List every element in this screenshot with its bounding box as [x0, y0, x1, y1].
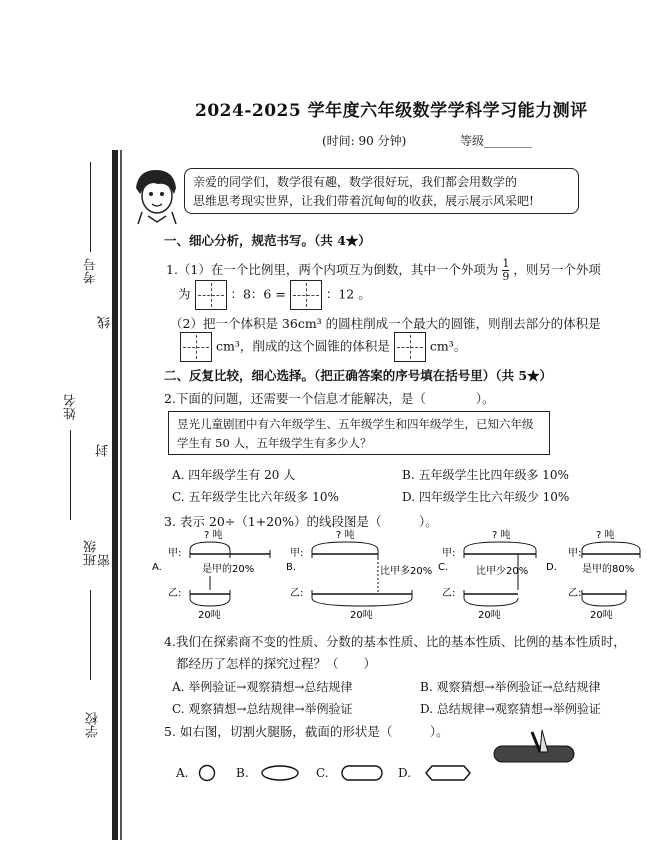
binding-line: [112, 150, 118, 840]
q4-line-2: 都经历了怎样的探究过程？（ ）: [176, 656, 377, 671]
side-fill-line: [90, 590, 91, 680]
section-2-heading: 二、反复比较，细心选择。（把正确答案的序号填在括号里）（共 5★）: [164, 368, 553, 383]
svg-text:乙:: 乙:: [290, 588, 304, 599]
svg-text:D.: D.: [546, 562, 557, 573]
section-1-heading: 一、细心分析，规范书写。（共 4★）: [164, 233, 371, 248]
svg-text:20吨: 20吨: [590, 610, 613, 621]
q5-option-d[interactable]: D.: [398, 766, 412, 780]
exam-title: 2024-2025 学年度六年级数学学科学习能力测评: [195, 101, 588, 121]
svg-text:? 吨: ? 吨: [492, 530, 511, 541]
svg-text:比甲多20%: 比甲多20%: [380, 566, 433, 577]
binding-line-thin: [120, 150, 122, 840]
ellipse-shape-icon: [260, 764, 300, 782]
q4-line-1: 4.我们在探索商不变的性质、分数的基本性质、比的基本性质、比例的基本性质时，: [164, 634, 626, 649]
svg-text:乙:: 乙:: [442, 588, 456, 599]
side-label-xuexiao: 学校: [86, 712, 101, 738]
svg-text:20吨: 20吨: [478, 610, 501, 621]
q5-option-c[interactable]: C.: [316, 766, 329, 780]
q1-line-1: 1.（1）在一个比例里，两个内项互为倒数，其中一个外项为 $\frac{1}{9}$ ，则另一个外项: [166, 257, 601, 283]
answer-box[interactable]: [394, 332, 426, 362]
intro-line-2: 思维思考现实世界，让我们带着沉甸甸的收获，展示展示风采吧!: [193, 194, 534, 208]
q3-option-a[interactable]: [152, 528, 270, 621]
svg-text:甲:: 甲:: [168, 548, 182, 559]
answer-box[interactable]: [195, 280, 227, 310]
sausage-knife-icon: [488, 722, 580, 770]
q5-option-a[interactable]: A.: [176, 766, 189, 780]
q2-option-a[interactable]: A. 四年级学生有 20 人: [172, 468, 296, 482]
side-fill-line: [90, 162, 91, 252]
svg-text:甲:: 甲:: [568, 548, 582, 559]
q2-option-b[interactable]: B. 五年级学生比四年级多 10%: [402, 468, 569, 482]
intro-line-1: 亲爱的同学们，数学很有趣，数学很好玩，我们都会用数学的: [193, 175, 518, 189]
svg-text:甲:: 甲:: [290, 548, 304, 559]
q3-segment-diagrams: [150, 526, 645, 626]
circle-shape-icon: [196, 764, 218, 782]
q4-option-a[interactable]: A. 举例验证→观察猜想→总结规律: [172, 680, 353, 694]
q4-option-b[interactable]: B. 观察猜想→举例验证→总结规律: [420, 680, 601, 694]
q3-option-c[interactable]: [438, 528, 536, 621]
q5-text: 5. 如右图，切割火腿肠，截面的形状是（ ）。: [164, 724, 449, 739]
side-label-feng: 封: [96, 444, 111, 457]
svg-text:B.: B.: [286, 562, 297, 573]
side-label-xingming: 姓名: [64, 394, 79, 420]
svg-text:C.: C.: [438, 562, 449, 573]
rounded-rect-shape-icon: [340, 764, 384, 782]
exam-time: (时间: 90 分钟): [322, 134, 407, 148]
svg-text:A.: A.: [152, 562, 162, 573]
side-label-xian: 线: [98, 316, 113, 329]
q1-line-4: cm³，削成的这个圆锥的体积是 cm³。: [180, 332, 466, 362]
q3-option-d[interactable]: [546, 528, 640, 621]
student-cartoon-icon: [128, 166, 184, 226]
q4-option-c[interactable]: C. 观察猜想→总结规律→举例验证: [172, 702, 353, 716]
q3-option-b[interactable]: [286, 528, 432, 621]
answer-box[interactable]: [290, 280, 322, 310]
q4-option-d[interactable]: D. 总结规律→观察猜想→举例验证: [420, 702, 601, 716]
q2-context-box: 昱光儿童剧团中有六年级学生、五年级学生和四年级学生，已知六年级 学生有 50 人，五年级学生有多少人？: [168, 411, 550, 455]
answer-box[interactable]: [180, 332, 212, 362]
svg-text:20吨: 20吨: [198, 610, 221, 621]
svg-text:乙:: 乙:: [168, 588, 182, 599]
svg-text:是甲的80%: 是甲的80%: [582, 564, 635, 575]
q2-text: 2.下面的问题，还需要一个信息才能解决，是（ ）。: [164, 391, 495, 406]
svg-text:比甲少20%: 比甲少20%: [476, 566, 529, 577]
svg-text:? 吨: ? 吨: [336, 530, 355, 541]
svg-text:甲:: 甲:: [442, 548, 456, 559]
q2-option-d[interactable]: D. 四年级学生比六年级少 10%: [402, 490, 570, 504]
svg-text:? 吨: ? 吨: [204, 530, 223, 541]
fraction: $\frac{1}{9}$: [502, 257, 510, 283]
hexagon-shape-icon: [424, 764, 472, 782]
intro-speech-box: [184, 168, 579, 214]
side-fill-line: [70, 430, 71, 520]
side-label-mi: 密: [98, 554, 113, 567]
svg-text:乙:: 乙:: [568, 588, 582, 599]
side-label-kaohao: 考号: [84, 258, 99, 284]
svg-text:? 吨: ? 吨: [596, 530, 615, 541]
side-label-banji: 班级: [84, 540, 99, 566]
q1-line-2: 为 ：8：6 = ：12 。: [178, 280, 371, 310]
svg-text:20吨: 20吨: [350, 610, 373, 621]
q2-option-c[interactable]: C. 五年级学生比六年级多 10%: [172, 490, 339, 504]
svg-text:是甲的20%: 是甲的20%: [202, 564, 255, 575]
q1-line-3: （2）把一个体积是 36cm³ 的圆柱削成一个最大的圆锥，则削去部分的体积是: [170, 316, 601, 331]
q3-text: 3. 表示 20÷（1+20%）的线段图是（ ）。: [164, 514, 438, 529]
q5-option-b[interactable]: B.: [236, 766, 249, 780]
grade-field[interactable]: 等级________: [460, 134, 533, 148]
